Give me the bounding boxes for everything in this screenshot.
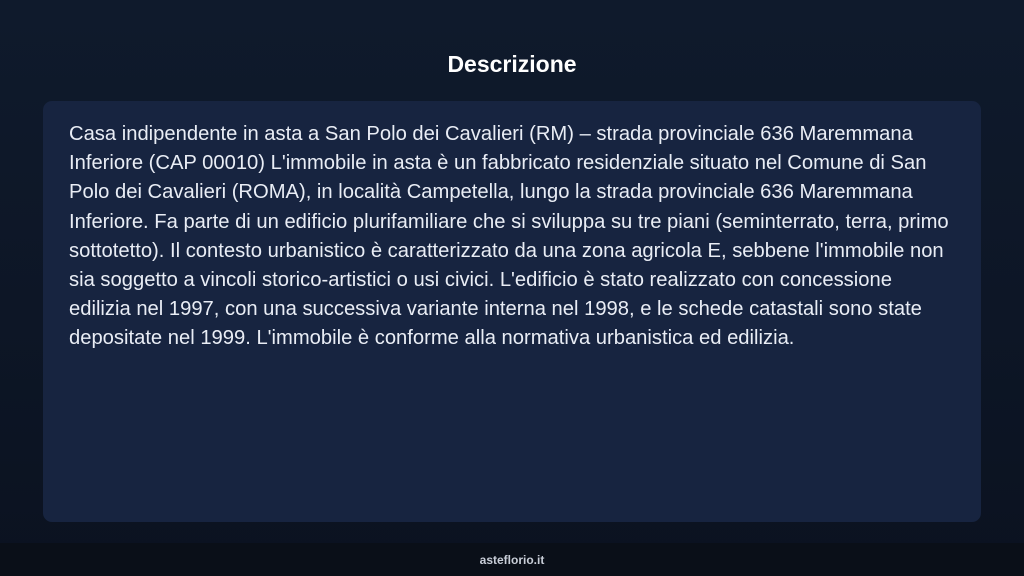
description-card <box>43 101 981 522</box>
footer-bar <box>0 543 1024 576</box>
description-text: Casa indipendente in asta a San Polo dei Cavalieri (RM) – strada provinciale 636 Maremmana Inferiore (CAP 00010) L'immobile in asta è un fabbricato residenziale situato nel Comune di San Polo dei Cavalieri (ROMA), in località Campetella, lungo la strada provinciale 636 Maremmana Inferiore. Fa parte di un edificio plurifamiliare che si sviluppa su tre piani (seminterrato, terra, primo sottotetto). Il contesto urbanistico è caratterizzato da una zona agricola E, sebbene l'immobile non sia soggetto a vincoli storico-artistici o usi civici. L'edificio è stato realizzato con concessione edilizia nel 1997, con una successiva variante interna nel 1998, e le schede catastali sono state depositate nel 1999. L'immobile è conforme alla normativa urbanistica ed edilizia. <box>69 123 949 350</box>
page-title: Descrizione <box>447 51 577 77</box>
footer-site-name: asteflorio.it <box>479 553 545 567</box>
